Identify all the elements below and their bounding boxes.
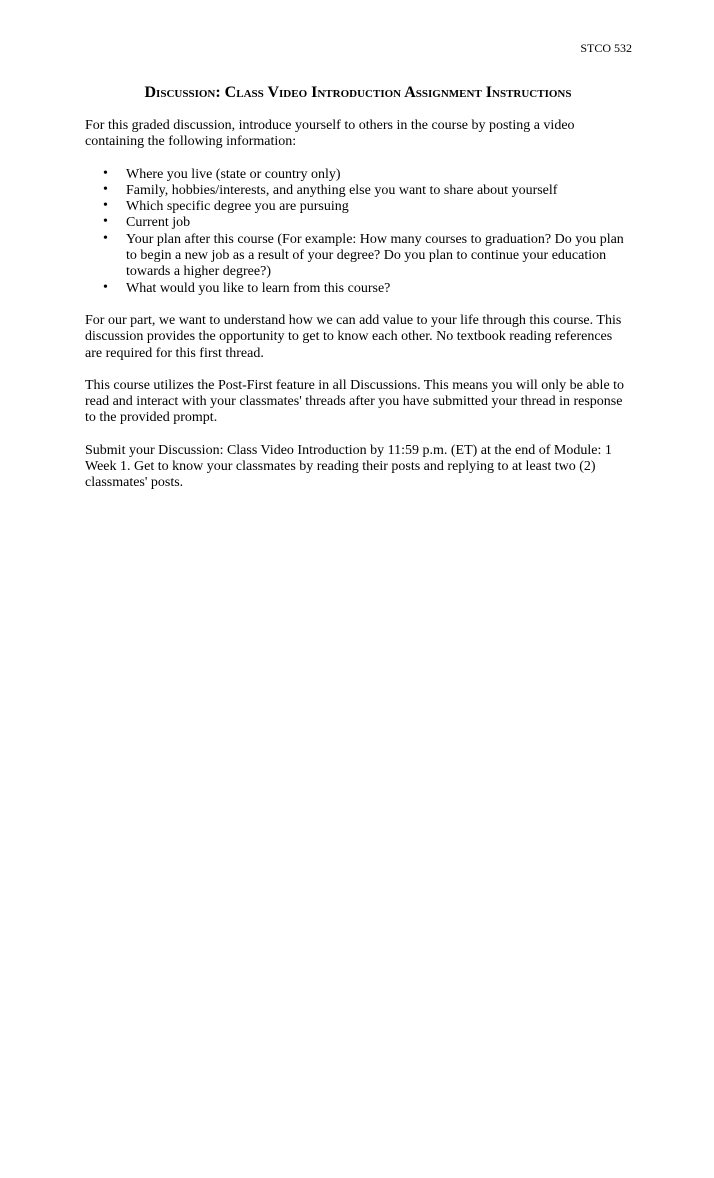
- list-item-text: Your plan after this course (For example: How many courses to graduation? Do you plan to begin a new job as a result of your degree? Do you plan to continue your education towards a higher degree?): [126, 231, 624, 280]
- list-item-text: What would you like to learn from this course?: [126, 280, 391, 296]
- info-list: [85, 167, 631, 297]
- submission-paragraph: Submit your Discussion: Class Video Introduction by 11:59 p.m. (ET) at the end of Module: 1 Week 1. Get to know your classmates by reading their posts and replying to at least two (2) classmates' posts.: [85, 442, 612, 491]
- bullet-icon: •: [103, 214, 108, 230]
- post-first-paragraph: This course utilizes the Post-First feature in all Discussions. This means you will only be able to read and interact with your classmates' threads after you have submitted your thread in response to the provided prompt.: [85, 377, 625, 426]
- bullet-icon: •: [103, 198, 108, 214]
- course-code: STCO 532: [580, 41, 632, 55]
- value-paragraph: For our part, we want to understand how we can add value to your life through this course. This discussion provides the opportunity to get to know each other. No textbook reading references are required for this first thread.: [85, 312, 622, 361]
- list-item-text: Which specific degree you are pursuing: [126, 199, 349, 215]
- document-body: [85, 118, 631, 508]
- bullet-icon: •: [103, 181, 108, 197]
- bullet-icon: •: [103, 279, 108, 295]
- list-item: [103, 181, 631, 199]
- list-item-text: Current job: [126, 215, 191, 231]
- list-item-text: Where you live (state or country only): [126, 166, 341, 182]
- list-item: [103, 279, 631, 297]
- bullet-icon: •: [103, 230, 108, 246]
- list-item-text: Family, hobbies/interests, and anything else you want to share about yourself: [126, 182, 558, 198]
- page-title: Discussion: Class Video Introduction Assignment Instructions: [144, 84, 572, 101]
- list-item: [103, 198, 631, 215]
- list-item: [103, 214, 631, 231]
- intro-paragraph: For this graded discussion, introduce yourself to others in the course by posting a video containing the following information:: [85, 118, 575, 150]
- list-item: [103, 165, 631, 183]
- list-item: [103, 230, 631, 281]
- bullet-icon: •: [103, 165, 108, 181]
